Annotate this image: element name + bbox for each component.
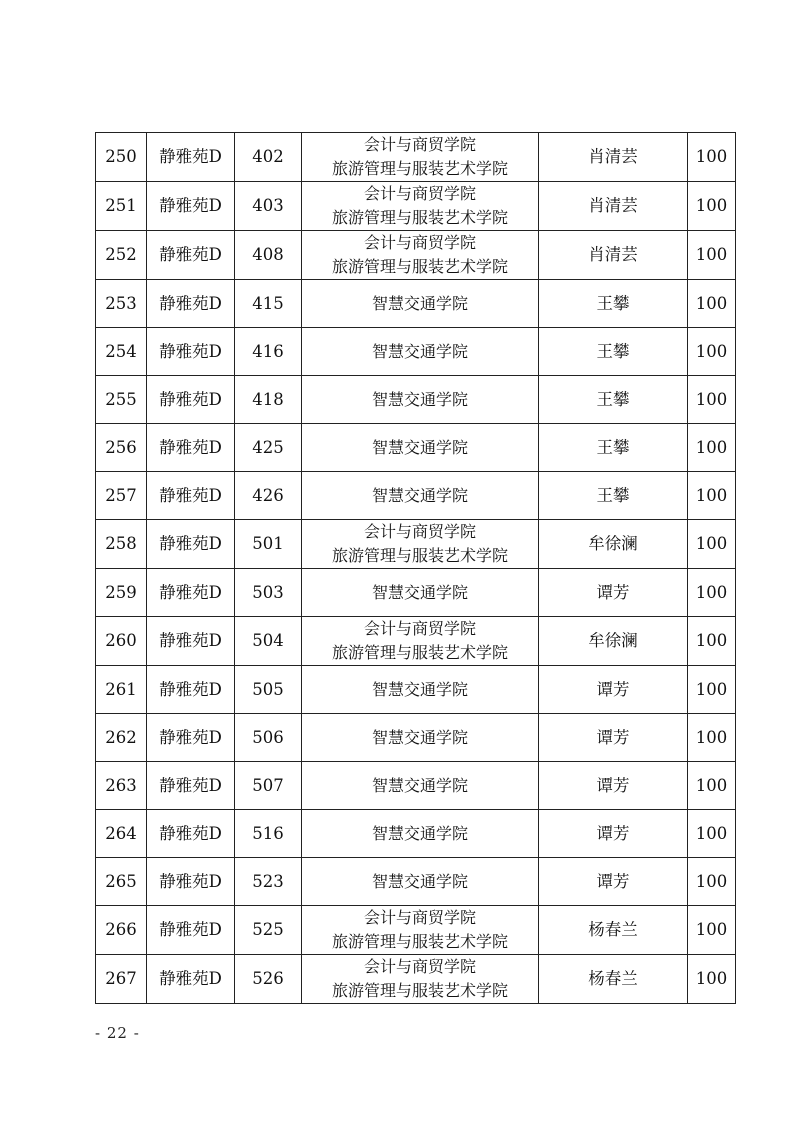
cell-serial-number: 263 — [96, 762, 147, 810]
cell-room-number: 525 — [235, 906, 302, 955]
cell-building: 静雅苑D — [147, 182, 235, 231]
cell-building: 静雅苑D — [147, 858, 235, 906]
table-body — [96, 133, 736, 1004]
cell-college — [302, 231, 539, 280]
cell-score: 100 — [688, 906, 736, 955]
cell-score: 100 — [688, 617, 736, 666]
cell-teacher: 王攀 — [539, 472, 688, 520]
college-name-line: 智慧交通学院 — [371, 341, 468, 361]
cell-college — [302, 955, 539, 1004]
college-name-line: 旅游管理与服装艺术学院 — [331, 208, 508, 227]
cell-building: 静雅苑D — [147, 520, 235, 569]
cell-room-number: 403 — [235, 182, 302, 231]
cell-building: 静雅苑D — [147, 280, 235, 328]
cell-college — [302, 520, 539, 569]
cell-score: 100 — [688, 424, 736, 472]
cell-score: 100 — [688, 376, 736, 424]
table-row — [96, 955, 736, 1004]
cell-college — [302, 133, 539, 182]
cell-score: 100 — [688, 231, 736, 280]
college-name-line: 智慧交通学院 — [371, 389, 468, 409]
table-row — [96, 424, 736, 472]
cell-teacher: 谭芳 — [539, 569, 688, 617]
cell-building: 静雅苑D — [147, 328, 235, 376]
cell-room-number: 418 — [235, 376, 302, 424]
table-row — [96, 666, 736, 714]
cell-room-number: 505 — [235, 666, 302, 714]
cell-building: 静雅苑D — [147, 714, 235, 762]
cell-serial-number: 252 — [96, 231, 147, 280]
college-name-line: 旅游管理与服装艺术学院 — [331, 257, 508, 276]
cell-teacher: 谭芳 — [539, 714, 688, 762]
cell-room-number: 425 — [235, 424, 302, 472]
cell-room-number: 507 — [235, 762, 302, 810]
cell-building: 静雅苑D — [147, 666, 235, 714]
cell-college — [302, 182, 539, 231]
table-row — [96, 328, 736, 376]
cell-room-number: 501 — [235, 520, 302, 569]
cell-teacher: 谭芳 — [539, 666, 688, 714]
cell-teacher: 肖清芸 — [539, 182, 688, 231]
table-row — [96, 231, 736, 280]
college-name-line: 会计与商贸学院 — [363, 135, 476, 154]
cell-room-number: 503 — [235, 569, 302, 617]
cell-score: 100 — [688, 762, 736, 810]
cell-college — [302, 280, 539, 328]
cell-building: 静雅苑D — [147, 762, 235, 810]
cell-teacher: 肖清芸 — [539, 231, 688, 280]
cell-room-number: 402 — [235, 133, 302, 182]
cell-building: 静雅苑D — [147, 472, 235, 520]
cell-teacher: 牟徐澜 — [539, 520, 688, 569]
table-row — [96, 376, 736, 424]
cell-college — [302, 424, 539, 472]
table-row — [96, 906, 736, 955]
table-row — [96, 762, 736, 810]
cell-room-number: 415 — [235, 280, 302, 328]
table-row — [96, 472, 736, 520]
cell-serial-number: 256 — [96, 424, 147, 472]
table-row — [96, 569, 736, 617]
cell-building: 静雅苑D — [147, 955, 235, 1004]
table-row — [96, 617, 736, 666]
cell-score: 100 — [688, 955, 736, 1004]
cell-college — [302, 666, 539, 714]
college-name-line: 旅游管理与服装艺术学院 — [331, 159, 508, 178]
cell-score: 100 — [688, 569, 736, 617]
cell-building: 静雅苑D — [147, 617, 235, 666]
cell-college — [302, 376, 539, 424]
college-name-line: 会计与商贸学院 — [363, 957, 476, 976]
cell-serial-number: 250 — [96, 133, 147, 182]
table-row — [96, 280, 736, 328]
cell-serial-number: 266 — [96, 906, 147, 955]
cell-college — [302, 762, 539, 810]
cell-score: 100 — [688, 280, 736, 328]
cell-building: 静雅苑D — [147, 424, 235, 472]
cell-building: 静雅苑D — [147, 906, 235, 955]
cell-serial-number: 260 — [96, 617, 147, 666]
cell-college — [302, 472, 539, 520]
cell-serial-number: 257 — [96, 472, 147, 520]
cell-room-number: 416 — [235, 328, 302, 376]
college-name-line: 智慧交通学院 — [371, 437, 468, 457]
cell-score: 100 — [688, 666, 736, 714]
cell-building: 静雅苑D — [147, 231, 235, 280]
cell-teacher: 王攀 — [539, 328, 688, 376]
college-name-line: 会计与商贸学院 — [363, 908, 476, 927]
page-number: - 22 - — [95, 1024, 140, 1042]
college-name-line: 智慧交通学院 — [371, 582, 468, 602]
college-name-line: 会计与商贸学院 — [363, 522, 476, 541]
college-name-line: 旅游管理与服装艺术学院 — [331, 546, 508, 565]
table-row — [96, 520, 736, 569]
cell-score: 100 — [688, 858, 736, 906]
college-name-line: 会计与商贸学院 — [363, 619, 476, 638]
cell-teacher: 谭芳 — [539, 810, 688, 858]
cell-teacher: 王攀 — [539, 280, 688, 328]
cell-serial-number: 251 — [96, 182, 147, 231]
college-name-line: 智慧交通学院 — [371, 485, 468, 505]
cell-score: 100 — [688, 810, 736, 858]
college-name-line: 旅游管理与服装艺术学院 — [331, 643, 508, 662]
cell-teacher: 王攀 — [539, 424, 688, 472]
cell-teacher: 谭芳 — [539, 858, 688, 906]
cell-college — [302, 906, 539, 955]
cell-score: 100 — [688, 520, 736, 569]
cell-serial-number: 258 — [96, 520, 147, 569]
cell-serial-number: 255 — [96, 376, 147, 424]
college-name-line: 智慧交通学院 — [371, 727, 468, 747]
cell-score: 100 — [688, 133, 736, 182]
cell-teacher: 肖清芸 — [539, 133, 688, 182]
cell-room-number: 504 — [235, 617, 302, 666]
cell-teacher: 杨春兰 — [539, 906, 688, 955]
cell-serial-number: 261 — [96, 666, 147, 714]
cell-serial-number: 265 — [96, 858, 147, 906]
cell-room-number: 506 — [235, 714, 302, 762]
cell-building: 静雅苑D — [147, 810, 235, 858]
cell-college — [302, 328, 539, 376]
table-row — [96, 858, 736, 906]
cell-score: 100 — [688, 328, 736, 376]
cell-room-number: 523 — [235, 858, 302, 906]
cell-college — [302, 858, 539, 906]
cell-score: 100 — [688, 182, 736, 231]
cell-serial-number: 262 — [96, 714, 147, 762]
cell-building: 静雅苑D — [147, 133, 235, 182]
cell-serial-number: 254 — [96, 328, 147, 376]
cell-serial-number: 267 — [96, 955, 147, 1004]
college-name-line: 智慧交通学院 — [371, 871, 468, 891]
table-row — [96, 182, 736, 231]
cell-college — [302, 810, 539, 858]
college-name-line: 智慧交通学院 — [371, 775, 468, 795]
college-name-line: 智慧交通学院 — [371, 823, 468, 843]
cell-college — [302, 617, 539, 666]
cell-building: 静雅苑D — [147, 569, 235, 617]
college-name-line: 旅游管理与服装艺术学院 — [331, 981, 508, 1000]
cell-college — [302, 569, 539, 617]
cell-serial-number: 264 — [96, 810, 147, 858]
cell-score: 100 — [688, 472, 736, 520]
cell-building: 静雅苑D — [147, 376, 235, 424]
dormitory-score-table — [95, 132, 736, 1004]
college-name-line: 会计与商贸学院 — [363, 184, 476, 203]
cell-teacher: 牟徐澜 — [539, 617, 688, 666]
cell-room-number: 526 — [235, 955, 302, 1004]
cell-room-number: 426 — [235, 472, 302, 520]
cell-college — [302, 714, 539, 762]
table-row — [96, 133, 736, 182]
college-name-line: 旅游管理与服装艺术学院 — [331, 932, 508, 951]
cell-teacher: 王攀 — [539, 376, 688, 424]
cell-serial-number: 253 — [96, 280, 147, 328]
college-name-line: 会计与商贸学院 — [363, 233, 476, 252]
table-row — [96, 810, 736, 858]
cell-teacher: 谭芳 — [539, 762, 688, 810]
table-row — [96, 714, 736, 762]
cell-score: 100 — [688, 714, 736, 762]
college-name-line: 智慧交通学院 — [371, 293, 468, 313]
cell-serial-number: 259 — [96, 569, 147, 617]
cell-teacher: 杨春兰 — [539, 955, 688, 1004]
cell-room-number: 516 — [235, 810, 302, 858]
college-name-line: 智慧交通学院 — [371, 679, 468, 699]
cell-room-number: 408 — [235, 231, 302, 280]
